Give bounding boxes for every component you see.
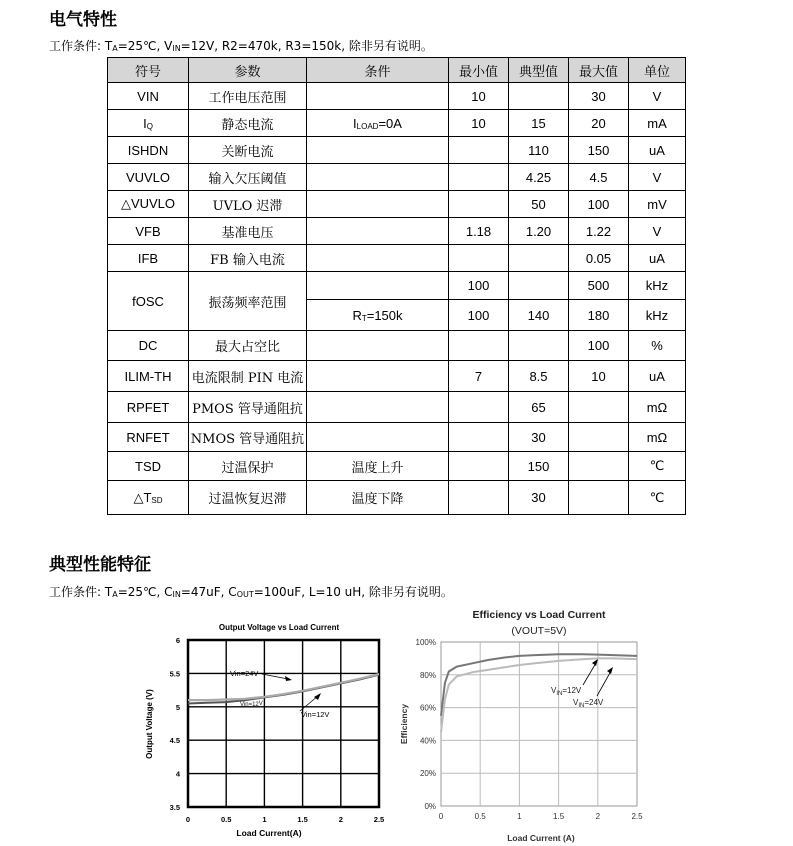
y-tick-label: 80% <box>419 670 436 680</box>
y-tick-label: 5.5 <box>169 669 180 679</box>
header-min: 最小值 <box>449 58 509 83</box>
x-tick-label: 2 <box>338 815 343 824</box>
typ-conditions: 工作条件: $T_A=25℃$, $C_{IN}=47uF$, $C_{OUT}=100uF$, L=10 uH, 除非另有说明。 <box>49 585 453 599</box>
cell-unit: mΩ <box>629 392 686 423</box>
table-row <box>108 331 686 361</box>
cell-unit: V <box>629 218 686 245</box>
cell-parameter: 振荡频率范围 <box>189 272 307 331</box>
header-symbol: 符号 <box>108 58 189 83</box>
output-voltage-chart <box>140 618 392 846</box>
cell-min: 10 <box>449 110 509 137</box>
cell-max <box>569 481 629 515</box>
cell-max: 100 <box>569 191 629 218</box>
y-tick-label: 6 <box>175 636 180 645</box>
table-row <box>108 392 686 423</box>
cell-condition <box>307 218 449 245</box>
x-tick-label: 0.5 <box>220 815 232 824</box>
header-max: 最大值 <box>569 58 629 83</box>
x-tick-label: 1.5 <box>297 815 308 824</box>
x-tick-label: 0 <box>438 812 444 821</box>
cell-condition: $R_T=150k$ <box>307 300 449 331</box>
cell-condition: 温度下降 <box>307 481 449 515</box>
chart1-annotation-bottom: Vin=12V <box>301 710 330 719</box>
chart2-subtitle: (VOUT=5V) <box>511 625 567 637</box>
table-row <box>108 272 686 300</box>
cell-parameter: UVLO 迟滞 <box>189 191 307 218</box>
y-tick-label: 40% <box>419 736 436 746</box>
cell-unit: % <box>629 331 686 361</box>
x-tick-label: 2.5 <box>631 812 643 821</box>
table-row <box>108 137 686 164</box>
table-header-row <box>108 58 686 83</box>
electrical-spec-table <box>107 57 686 515</box>
cell-min: 1.18 <box>449 218 509 245</box>
cell-condition <box>307 361 449 392</box>
chart1-annotation-top: Vin=24V <box>230 669 259 678</box>
cell-unit: uA <box>629 245 686 272</box>
table-row <box>108 423 686 452</box>
cell-min <box>449 137 509 164</box>
y-tick-label: 0% <box>424 802 436 811</box>
cell-min: 100 <box>449 272 509 300</box>
cell-min: 7 <box>449 361 509 392</box>
cell-parameter: 基准电压 <box>189 218 307 245</box>
cell-min <box>449 452 509 481</box>
cell-condition <box>307 272 449 300</box>
cell-max: 4.5 <box>569 164 629 191</box>
cell-unit: kHz <box>629 300 686 331</box>
y-tick-label: 4 <box>175 769 180 779</box>
cell-min <box>449 331 509 361</box>
cell-max: 180 <box>569 300 629 331</box>
elec-conditions: 工作条件: $T_A=25℃$, $V_{IN}=12V$, R2=470k, R3=150k, 除非另有说明。 <box>49 39 433 53</box>
table-row <box>108 452 686 481</box>
cell-typ: 8.5 <box>509 361 569 392</box>
x-tick-label: 1.5 <box>553 812 565 821</box>
cell-typ: 110 <box>509 137 569 164</box>
cell-typ <box>509 272 569 300</box>
y-tick-label: 4.5 <box>169 736 180 746</box>
table-row <box>108 245 686 272</box>
cell-typ: 4.25 <box>509 164 569 191</box>
cell-parameter: 过温恢复迟滞 <box>189 481 307 515</box>
cell-parameter: 工作电压范围 <box>189 83 307 110</box>
cell-max: 1.22 <box>569 218 629 245</box>
cell-unit: ℃ <box>629 452 686 481</box>
cell-max: 30 <box>569 83 629 110</box>
chart2-ylabel: Efficiency <box>399 703 409 745</box>
header-unit: 单位 <box>629 58 686 83</box>
cell-symbol: fOSC <box>108 272 189 331</box>
cell-unit: mV <box>629 191 686 218</box>
table-row <box>108 164 686 191</box>
cell-unit: V <box>629 83 686 110</box>
cell-symbol: DC <box>108 331 189 361</box>
cell-parameter: 最大占空比 <box>189 331 307 361</box>
cell-condition <box>307 191 449 218</box>
y-tick-label: 20% <box>419 769 436 779</box>
x-tick-label: 1 <box>517 812 522 821</box>
cell-typ <box>509 331 569 361</box>
x-tick-label: 0.5 <box>474 812 486 821</box>
cell-max <box>569 423 629 452</box>
table-row <box>108 83 686 110</box>
cell-typ: 15 <box>509 110 569 137</box>
header-typ: 典型值 <box>509 58 569 83</box>
cell-parameter: 电流限制 PIN 电流 <box>189 361 307 392</box>
cell-symbol: RPFET <box>108 392 189 423</box>
cell-parameter: 输入欠压阈值 <box>189 164 307 191</box>
cell-unit: ℃ <box>629 481 686 515</box>
cell-typ <box>509 83 569 110</box>
chart1-title: Output Voltage vs Load Current <box>218 623 340 632</box>
cell-condition <box>307 392 449 423</box>
header-parameter: 参数 <box>189 58 307 83</box>
cell-symbol: IFB <box>108 245 189 272</box>
cell-condition <box>307 245 449 272</box>
y-tick-label: 5 <box>175 702 180 712</box>
cell-max <box>569 452 629 481</box>
chart1-plot-frame <box>188 640 379 807</box>
chart2-label-vin24: $V_{IN}=24V$ <box>573 698 604 709</box>
cell-symbol: TSD <box>108 452 189 481</box>
chart2-xlabel: Load Current (A) <box>507 833 575 843</box>
cell-symbol: △VUVLO <box>108 191 189 218</box>
cell-max: 100 <box>569 331 629 361</box>
chart2-plot-frame <box>441 642 637 806</box>
chart2-label-vin12: $V_{IN}=12V$ <box>551 686 582 697</box>
cell-condition <box>307 331 449 361</box>
cell-min: 10 <box>449 83 509 110</box>
cell-parameter: FB 输入电流 <box>189 245 307 272</box>
cell-symbol: RNFET <box>108 423 189 452</box>
cell-typ: 65 <box>509 392 569 423</box>
cell-symbol: VIN <box>108 83 189 110</box>
x-tick-label: 2.5 <box>373 815 385 824</box>
table-row <box>108 481 686 515</box>
cell-min <box>449 164 509 191</box>
cell-unit: mA <box>629 110 686 137</box>
cell-symbol: $I_Q$ <box>108 110 189 137</box>
cell-condition: $I_{LOAD}=0A$ <box>307 110 449 137</box>
x-tick-label: 2 <box>595 812 601 821</box>
cell-min <box>449 423 509 452</box>
cell-parameter: 静态电流 <box>189 110 307 137</box>
cell-min <box>449 245 509 272</box>
cell-typ: 30 <box>509 481 569 515</box>
cell-unit: uA <box>629 137 686 164</box>
table-row <box>108 361 686 392</box>
efficiency-chart <box>395 605 670 846</box>
cell-parameter: PMOS 管导通阻抗 <box>189 392 307 423</box>
cell-min <box>449 191 509 218</box>
cell-typ: 1.20 <box>509 218 569 245</box>
header-condition: 条件 <box>307 58 449 83</box>
cell-symbol: VUVLO <box>108 164 189 191</box>
cell-max: 150 <box>569 137 629 164</box>
cell-min <box>449 481 509 515</box>
chart1-ylabel: Output Voltage (V) <box>145 689 154 759</box>
table-row <box>108 191 686 218</box>
x-tick-label: 1 <box>262 815 267 824</box>
cell-parameter: NMOS 管导通阻抗 <box>189 423 307 452</box>
cell-max: 0.05 <box>569 245 629 272</box>
y-tick-label: 60% <box>419 703 436 713</box>
cell-condition <box>307 423 449 452</box>
chart2-title: Efficiency vs Load Current <box>472 609 606 621</box>
cell-unit: mΩ <box>629 423 686 452</box>
cell-min <box>449 392 509 423</box>
cell-typ: 50 <box>509 191 569 218</box>
cell-typ: 150 <box>509 452 569 481</box>
cell-symbol: ILIM-TH <box>108 361 189 392</box>
cell-symbol: ISHDN <box>108 137 189 164</box>
cell-max: 20 <box>569 110 629 137</box>
cell-typ: 30 <box>509 423 569 452</box>
chart1-annotation-mid: Vin=12V <box>240 701 263 708</box>
cell-condition <box>307 83 449 110</box>
cell-symbol: $\triangle T_{SD}$ <box>108 481 189 515</box>
cell-condition <box>307 164 449 191</box>
y-tick-label: 3.5 <box>169 803 180 812</box>
cell-parameter: 关断电流 <box>189 137 307 164</box>
cell-unit: uA <box>629 361 686 392</box>
typ-section-title: 典型性能特征 <box>49 555 151 575</box>
table-row <box>108 110 686 137</box>
cell-max <box>569 392 629 423</box>
cell-typ <box>509 245 569 272</box>
cell-min: 100 <box>449 300 509 331</box>
cell-condition <box>307 137 449 164</box>
cell-typ: 140 <box>509 300 569 331</box>
cell-unit: V <box>629 164 686 191</box>
chart1-xlabel: Load Current(A) <box>236 828 302 838</box>
y-tick-label: 100% <box>415 638 436 647</box>
elec-section-title: 电气特性 <box>49 10 117 30</box>
cell-unit: kHz <box>629 272 686 300</box>
cell-symbol: VFB <box>108 218 189 245</box>
x-tick-label: 0 <box>185 815 191 824</box>
cell-max: 10 <box>569 361 629 392</box>
cell-parameter: 过温保护 <box>189 452 307 481</box>
table-row <box>108 218 686 245</box>
cell-max: 500 <box>569 272 629 300</box>
cell-condition: 温度上升 <box>307 452 449 481</box>
